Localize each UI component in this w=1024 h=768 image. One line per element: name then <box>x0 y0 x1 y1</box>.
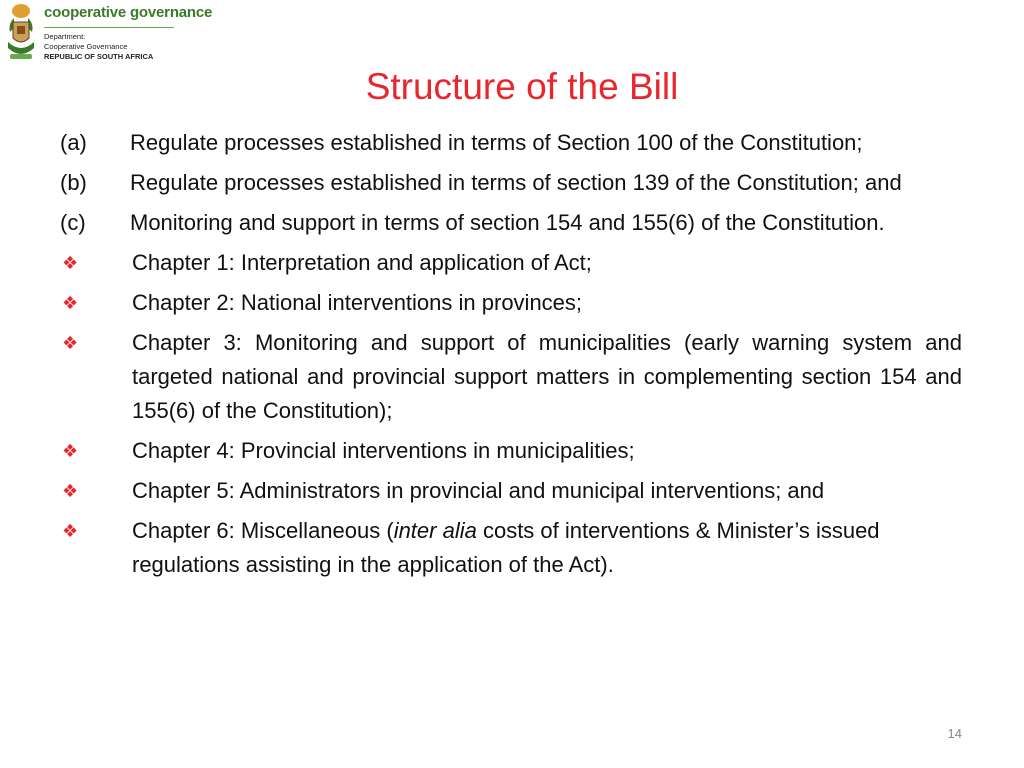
item-text: Regulate processes established in terms of Section 100 of the Constitution; <box>130 130 863 155</box>
diamond-bullet-icon: ❖ <box>62 481 79 501</box>
diamond-bullet-icon: ❖ <box>62 333 79 353</box>
list-item <box>60 206 962 240</box>
list-item <box>60 126 962 160</box>
item-text: Chapter 3: Monitoring and support of municipalities (early warning system and targeted national and provincial support matters in complementing section 154 and 155(6) of the Constitution); <box>132 330 962 423</box>
item-text: Chapter 1: Interpretation and application of Act; <box>132 250 592 275</box>
diamond-bullet-icon: ❖ <box>62 293 79 313</box>
item-text-italic: inter alia <box>393 518 477 543</box>
coat-of-arms-icon <box>4 2 38 64</box>
item-text: Monitoring and support in terms of section 154 and 155(6) of the Constitution. <box>130 210 885 235</box>
item-text: Chapter 2: National interventions in provinces; <box>132 290 583 315</box>
slide-body <box>60 126 962 588</box>
item-text <box>132 514 962 582</box>
dept-line-3: REPUBLIC OF SOUTH AFRICA <box>44 52 154 61</box>
list-item <box>60 166 962 200</box>
dept-line-2: Cooperative Governance <box>44 42 128 51</box>
org-name: cooperative governance <box>44 4 213 21</box>
item-text-before: Chapter 6: Miscellaneous ( <box>132 518 394 543</box>
dept-line-1: Department: <box>44 32 86 41</box>
item-text: Chapter 4: Provincial interventions in municipalities; <box>132 438 635 463</box>
diamond-bullet-icon: ❖ <box>62 253 79 273</box>
item-marker: (c) <box>60 210 86 235</box>
diamond-bullet-icon: ❖ <box>62 521 79 541</box>
item-marker: (b) <box>60 170 87 195</box>
item-text-after: costs of interventions & Minister’s issued regulations assisting in the application of the Act). <box>132 518 880 577</box>
department-logo <box>0 0 213 70</box>
list-item <box>60 246 962 280</box>
list-item <box>60 514 962 582</box>
diamond-bullet-icon: ❖ <box>62 441 79 461</box>
item-text: Regulate processes established in terms of section 139 of the Constitution; and <box>130 170 902 195</box>
list-item <box>60 434 962 468</box>
org-divider <box>44 27 174 28</box>
item-marker: (a) <box>60 130 87 155</box>
list-item <box>60 286 962 320</box>
slide-title: Structure of the Bill <box>365 66 679 107</box>
list-item <box>60 326 962 428</box>
page-number: 14 <box>947 726 962 741</box>
item-text: Chapter 5: Administrators in provincial and municipal interventions; and <box>132 478 825 503</box>
list-item <box>60 474 962 508</box>
